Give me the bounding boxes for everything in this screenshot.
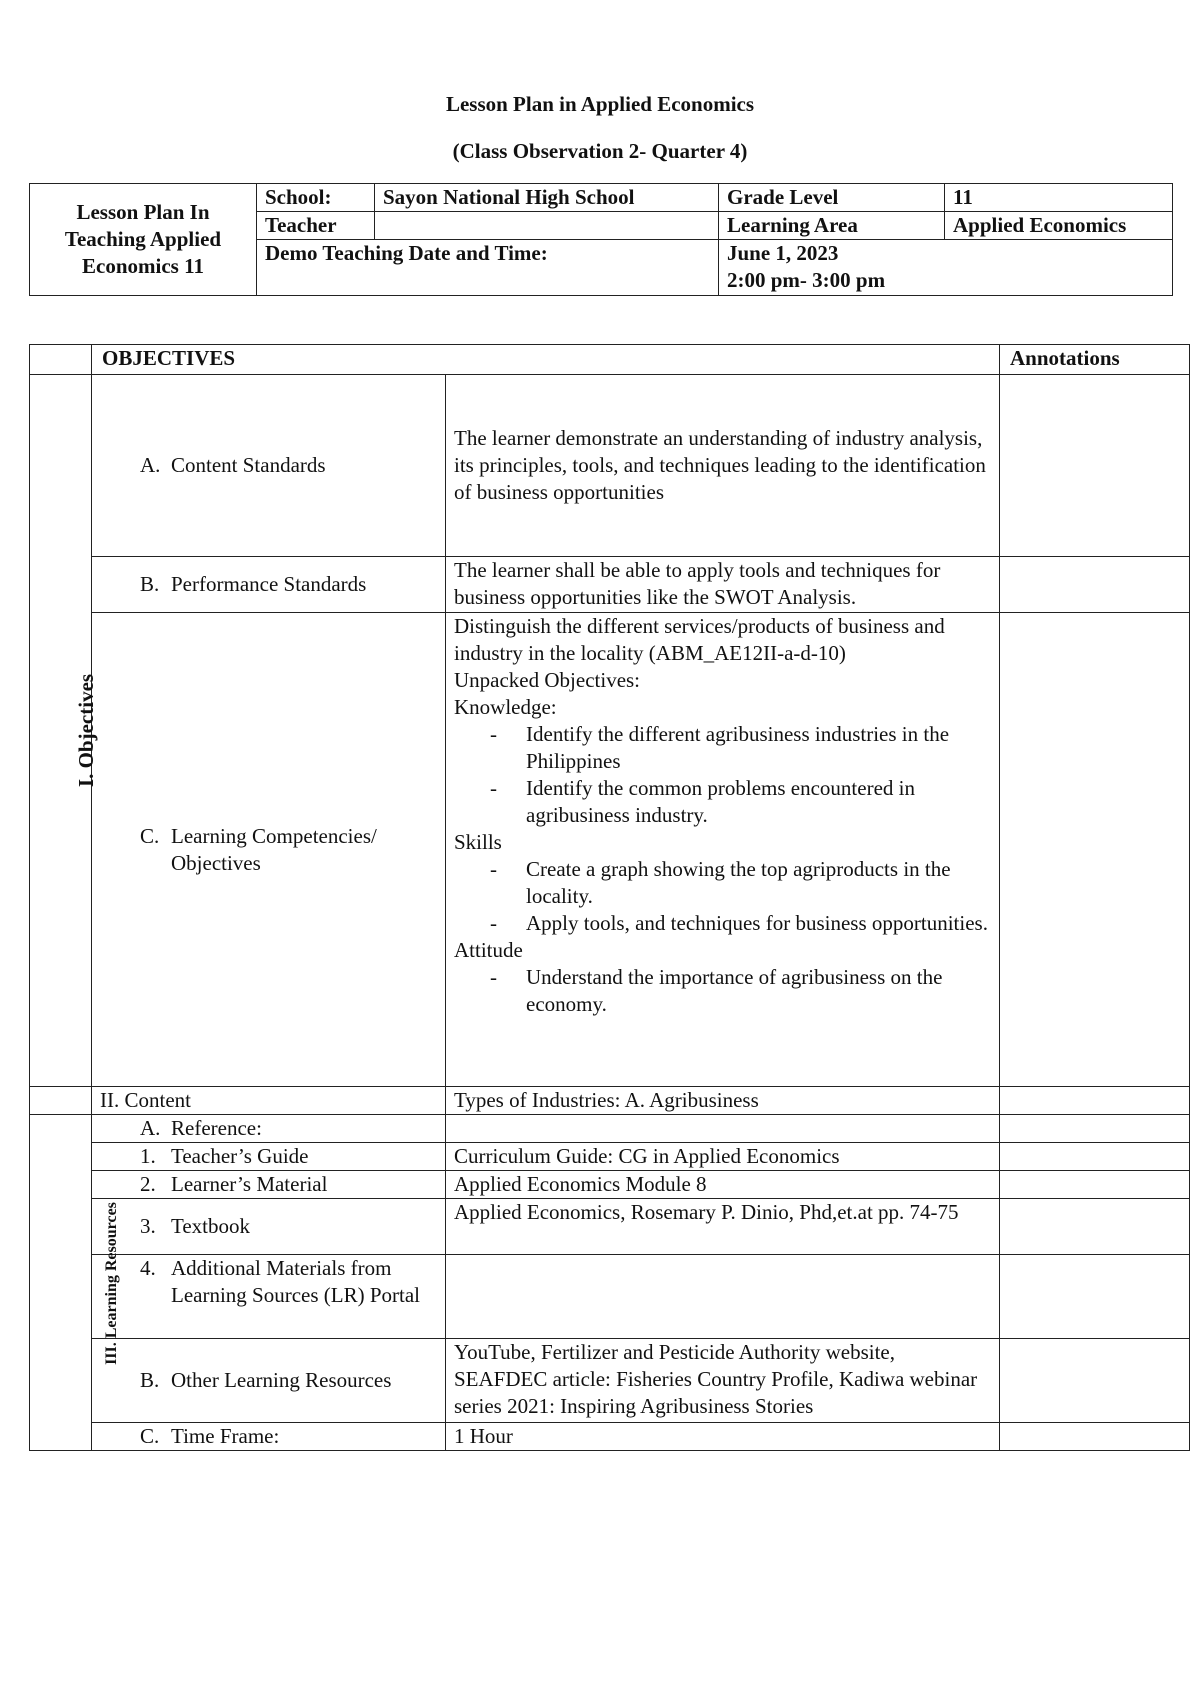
teachers-guide-label: [92, 1143, 446, 1171]
annotation-cell: [1000, 1143, 1190, 1171]
textbook-label: [92, 1199, 446, 1255]
grade-level-label: Grade Level: [719, 184, 945, 212]
demo-teaching-label: Demo Teaching Date and Time:: [257, 240, 719, 296]
spacer-cell: [30, 1087, 92, 1115]
performance-standards-label: [92, 557, 446, 613]
row-index: 3.: [140, 1214, 156, 1238]
annotation-cell: [1000, 1087, 1190, 1115]
row-label: Content Standards: [171, 453, 326, 477]
time-frame-label: [92, 1423, 446, 1451]
row-index: C.: [140, 1424, 160, 1448]
skills-item: - Apply tools, and techniques for business opportunities.: [454, 910, 991, 937]
row-label: Reference:: [171, 1116, 262, 1140]
row-index: B.: [140, 1368, 160, 1392]
row-label: Additional Materials from Learning Sources (LR) Portal: [171, 1256, 421, 1307]
annotation-cell: [1000, 1115, 1190, 1143]
attitude-item: - Understand the importance of agribusiness on the economy.: [454, 964, 991, 1018]
corner-cell: [30, 345, 92, 375]
learners-material-text: Applied Economics Module 8: [446, 1171, 1000, 1199]
page-subtitle: (Class Observation 2- Quarter 4): [452, 139, 748, 163]
skills-item: - Create a graph showing the top agriproducts in the locality.: [454, 856, 991, 910]
competencies-label: [92, 613, 446, 1087]
additional-materials-label: [92, 1255, 446, 1339]
content-standards-label: [92, 375, 446, 557]
competency-intro: Distinguish the different services/products of business and industry in the locality (ABM_AE12II-a-d-10): [454, 614, 945, 665]
annotation-cell: [1000, 557, 1190, 613]
annotation-cell: [1000, 613, 1190, 1087]
performance-standards-text: The learner shall be able to apply tools and techniques for business opportunities like the SWOT Analysis.: [446, 557, 1000, 613]
learners-material-label: [92, 1171, 446, 1199]
competencies-text: [446, 613, 1000, 1087]
objectives-table: [29, 344, 1190, 1451]
knowledge-heading: Knowledge:: [454, 695, 557, 719]
annotations-heading: Annotations: [1000, 345, 1190, 375]
annotation-cell: [1000, 1339, 1190, 1423]
section-resources-side: [30, 1115, 120, 1451]
row-label: Time Frame:: [171, 1424, 280, 1448]
textbook-text: Applied Economics, Rosemary P. Dinio, Phd,et.at pp. 74-75: [446, 1199, 1000, 1255]
school-label: School:: [257, 184, 375, 212]
section-objectives-side: [30, 375, 99, 1087]
section-objectives-label: I. Objectives: [74, 673, 99, 788]
demo-teaching-datetime: [719, 240, 1173, 296]
other-resources-label: [92, 1339, 446, 1423]
learning-area-label: Learning Area: [719, 212, 945, 240]
time-frame-text: 1 Hour: [446, 1423, 1000, 1451]
section-resources-label: III. Learning Resources: [102, 1202, 120, 1365]
teacher-value: [375, 212, 719, 240]
grade-level-value: 11: [945, 184, 1173, 212]
reference-text: [446, 1115, 1000, 1143]
learning-area-value: Applied Economics: [945, 212, 1173, 240]
annotation-cell: [1000, 1199, 1190, 1255]
demo-time: 2:00 pm- 3:00 pm: [727, 268, 886, 292]
row-index: C.: [140, 824, 160, 848]
knowledge-item: - Identify the common problems encountered in agribusiness industry.: [454, 775, 991, 829]
row-index: A.: [140, 1116, 161, 1140]
objectives-heading: OBJECTIVES: [92, 345, 1000, 375]
attitude-heading: Attitude: [454, 938, 523, 962]
content-label: II. Content: [92, 1087, 446, 1115]
teachers-guide-text: Curriculum Guide: CG in Applied Economics: [446, 1143, 1000, 1171]
annotation-cell: [1000, 375, 1190, 557]
annotation-cell: [1000, 1171, 1190, 1199]
additional-materials-text: [446, 1255, 1000, 1339]
row-label: Textbook: [171, 1214, 251, 1238]
header-table: [29, 183, 1173, 296]
teacher-label: Teacher: [257, 212, 375, 240]
row-label: Performance Standards: [171, 572, 367, 596]
skills-heading: Skills: [454, 830, 502, 854]
row-index: B.: [140, 572, 160, 596]
page-title: Lesson Plan in Applied Economics: [445, 92, 755, 116]
content-text: Types of Industries: A. Agribusiness: [446, 1087, 1000, 1115]
row-label: Learner’s Material: [171, 1172, 328, 1196]
school-value: Sayon National High School: [375, 184, 719, 212]
row-label: Teacher’s Guide: [171, 1144, 309, 1168]
other-resources-text: YouTube, Fertilizer and Pesticide Authority website, SEAFDEC article: Fisheries Country Profile, Kadiwa webinar series 2021: Inspiring Agribusiness Stories: [446, 1339, 1000, 1423]
annotation-cell: [1000, 1423, 1190, 1451]
row-index: 2.: [140, 1172, 156, 1196]
row-label: Other Learning Resources: [171, 1368, 392, 1392]
row-label: Learning Competencies/ Objectives: [171, 823, 377, 875]
knowledge-item: - Identify the different agribusiness industries in the Philippines: [454, 721, 991, 775]
reference-label: [92, 1115, 446, 1143]
unpacked-heading: Unpacked Objectives:: [454, 668, 641, 692]
row-index: 1.: [140, 1144, 156, 1168]
header-left-title: Lesson Plan In Teaching Applied Economics 11: [30, 184, 257, 296]
annotation-cell: [1000, 1255, 1190, 1339]
content-standards-text: The learner demonstrate an understanding of industry analysis, its principles, tools, and techniques leading to the identification of business opportunities: [446, 375, 1000, 557]
row-index: 4.: [140, 1256, 156, 1280]
row-index: A.: [140, 453, 161, 477]
demo-date: June 1, 2023: [727, 241, 839, 265]
